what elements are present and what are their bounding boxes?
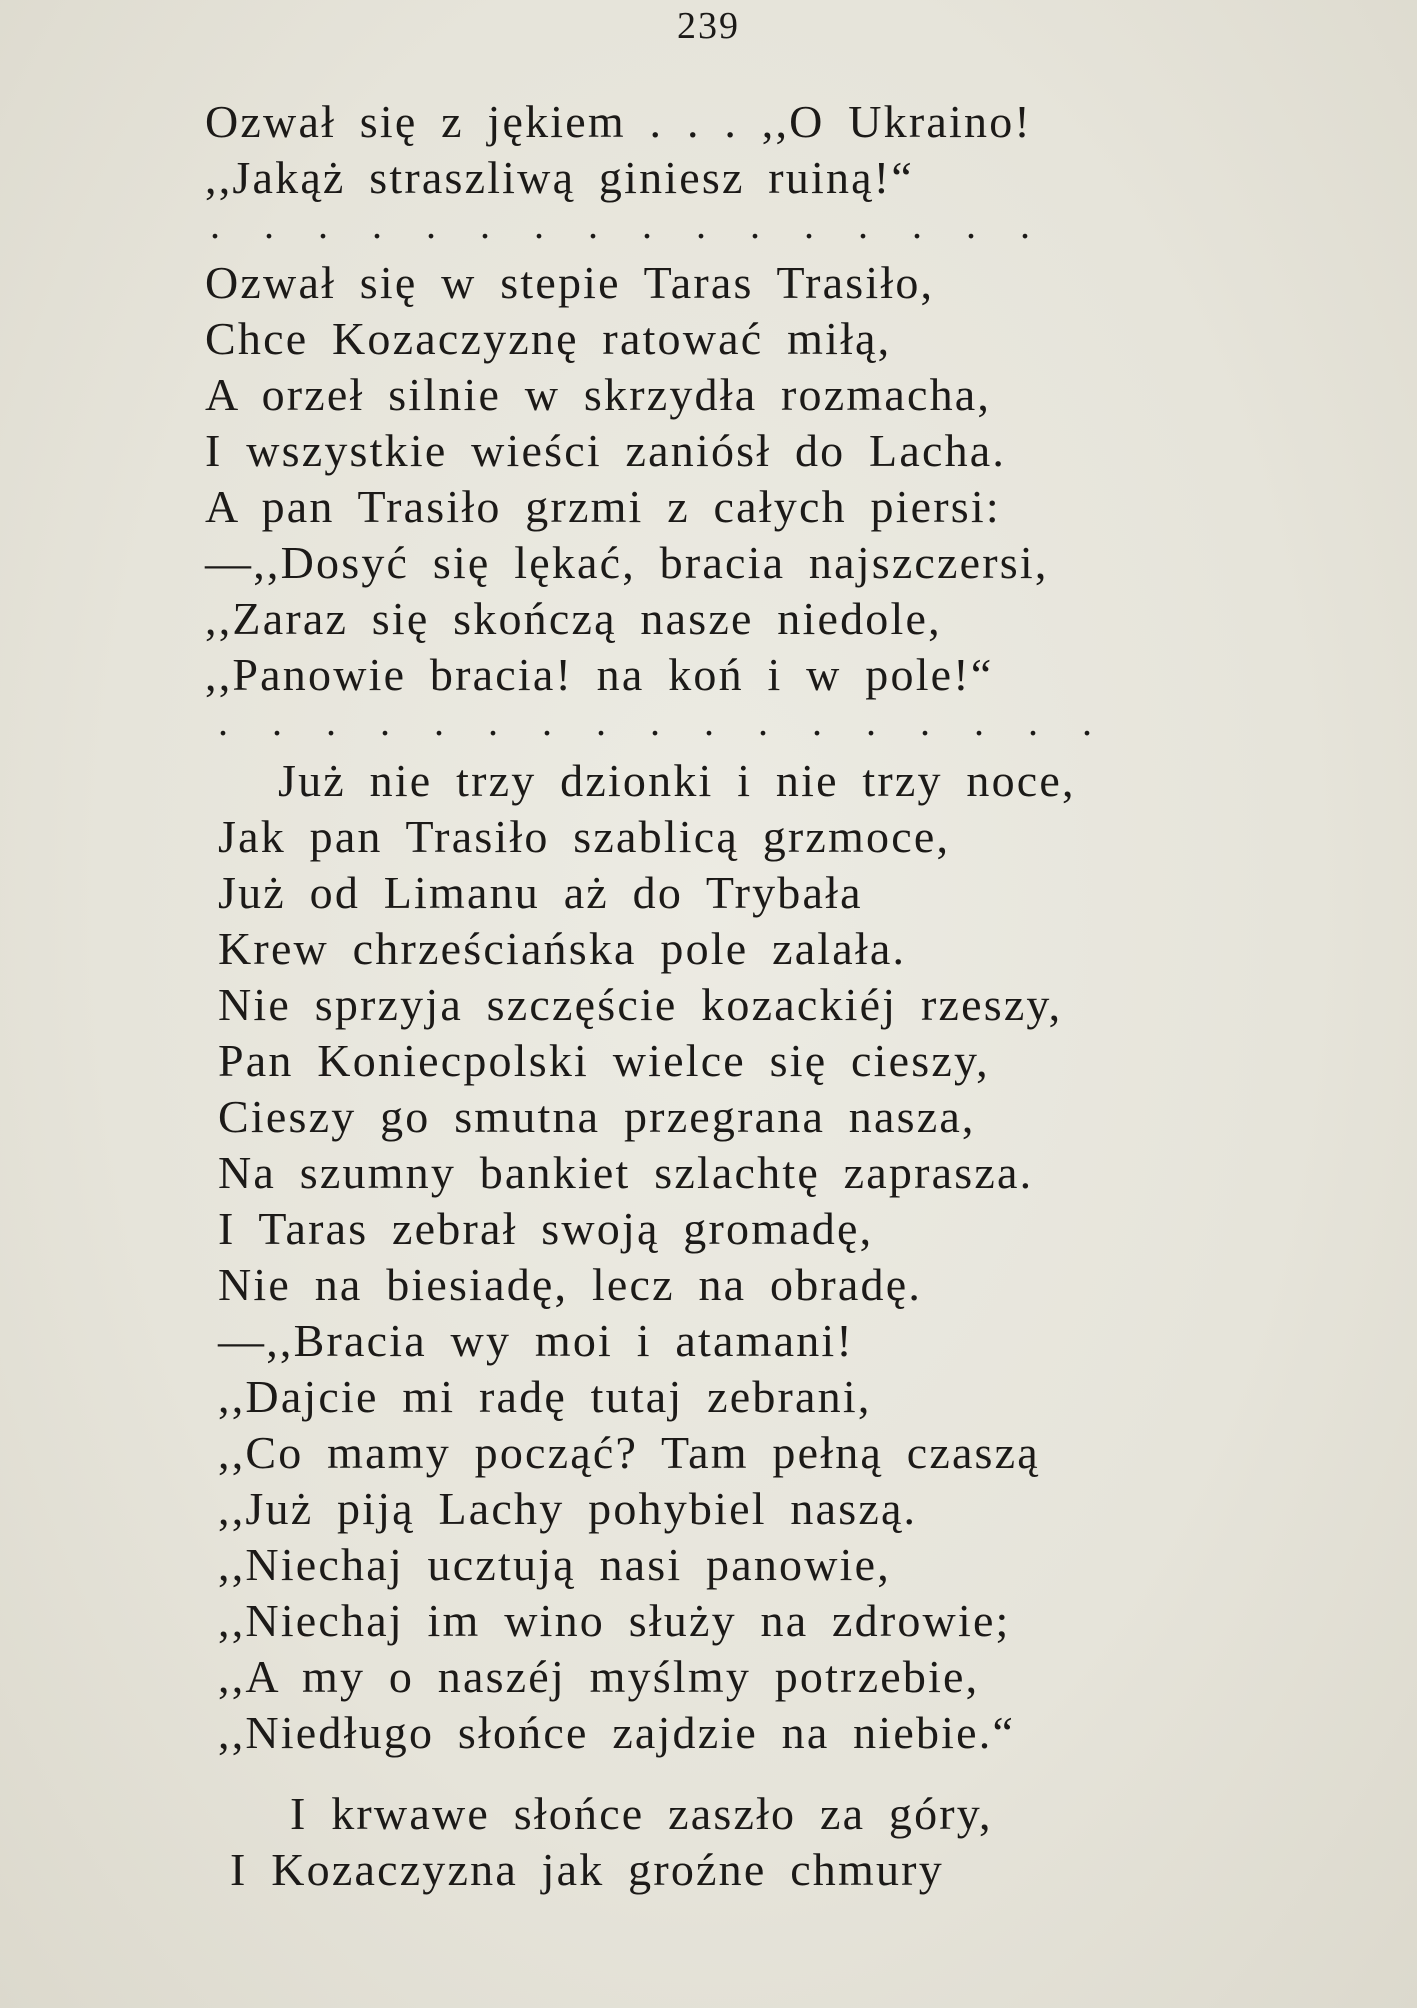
poem-line: ,,Co mamy począć? Tam pełną czaszą	[218, 1427, 1040, 1478]
poem-line: ,,Niechaj ucztują nasi panowie,	[218, 1539, 891, 1590]
poem-line: Cieszy go smutna przegrana nasza,	[218, 1091, 976, 1142]
poem-line: I wszystkie wieści zaniósł do Lacha.	[205, 425, 1007, 476]
poem-line: A pan Trasiło grzmi z całych piersi:	[205, 481, 1001, 532]
poem-line: Ozwał się z jękiem . . . ,,O Ukraino!	[205, 96, 1032, 147]
poem-line: Już od Limanu aż do Trybała	[218, 867, 863, 918]
poem-line: I krwawe słońce zaszło za góry,	[290, 1788, 993, 1839]
poem-line: Chce Kozaczyznę ratować miłą,	[205, 313, 892, 364]
poem-line: ,,A my o naszéj myślmy potrzebie,	[218, 1651, 980, 1702]
poem-line: —,,Bracia wy moi i atamani!	[218, 1315, 854, 1366]
poem-line: ,,Dajcie mi radę tutaj zebrani,	[218, 1371, 872, 1422]
poem-line: Jak pan Trasiło szablicą grzmoce,	[218, 811, 951, 862]
poem-line: A orzeł silnie w skrzydła rozmacha,	[205, 369, 992, 420]
poem-line: I Kozaczyzna jak groźne chmury	[230, 1844, 944, 1895]
poem-line: ,,Niedługo słońce zajdzie na niebie.“	[218, 1707, 1016, 1758]
poem-line: Nie na biesiadę, lecz na obradę.	[218, 1259, 923, 1310]
poem-line: Ozwał się w stepie Taras Trasiło,	[205, 257, 935, 308]
poem-line: I Taras zebrał swoją gromadę,	[218, 1203, 874, 1254]
poem-line: —,,Dosyć się lękać, bracia najszczersi,	[205, 537, 1049, 588]
poem-line: ,,Już piją Lachy pohybiel naszą.	[218, 1483, 918, 1534]
poem-line: ,,Zaraz się skończą nasze niedole,	[205, 593, 942, 644]
poem-line: Już nie trzy dzionki i nie trzy noce,	[278, 755, 1076, 806]
poem-line: Pan Koniecpolski wielce się cieszy,	[218, 1035, 990, 1086]
ellipsis-separator: . . . . . . . . . . . . . . . .	[210, 202, 1047, 247]
ellipsis-separator: . . . . . . . . . . . . . . . . .	[218, 699, 1109, 744]
poem-line: Krew chrześciańska pole zalała.	[218, 923, 907, 974]
page-number: 239	[677, 5, 740, 47]
poem-line: ,,Panowie bracia! na koń i w pole!“	[205, 649, 994, 700]
poem-line: ,,Jakąż straszliwą giniesz ruiną!“	[205, 152, 914, 203]
poem-line: Nie sprzyja szczęście kozackiéj rzeszy,	[218, 979, 1063, 1030]
poem-line: Na szumny bankiet szlachtę zaprasza.	[218, 1147, 1034, 1198]
poem-line: ,,Niechaj im wino służy na zdrowie;	[218, 1595, 1011, 1646]
